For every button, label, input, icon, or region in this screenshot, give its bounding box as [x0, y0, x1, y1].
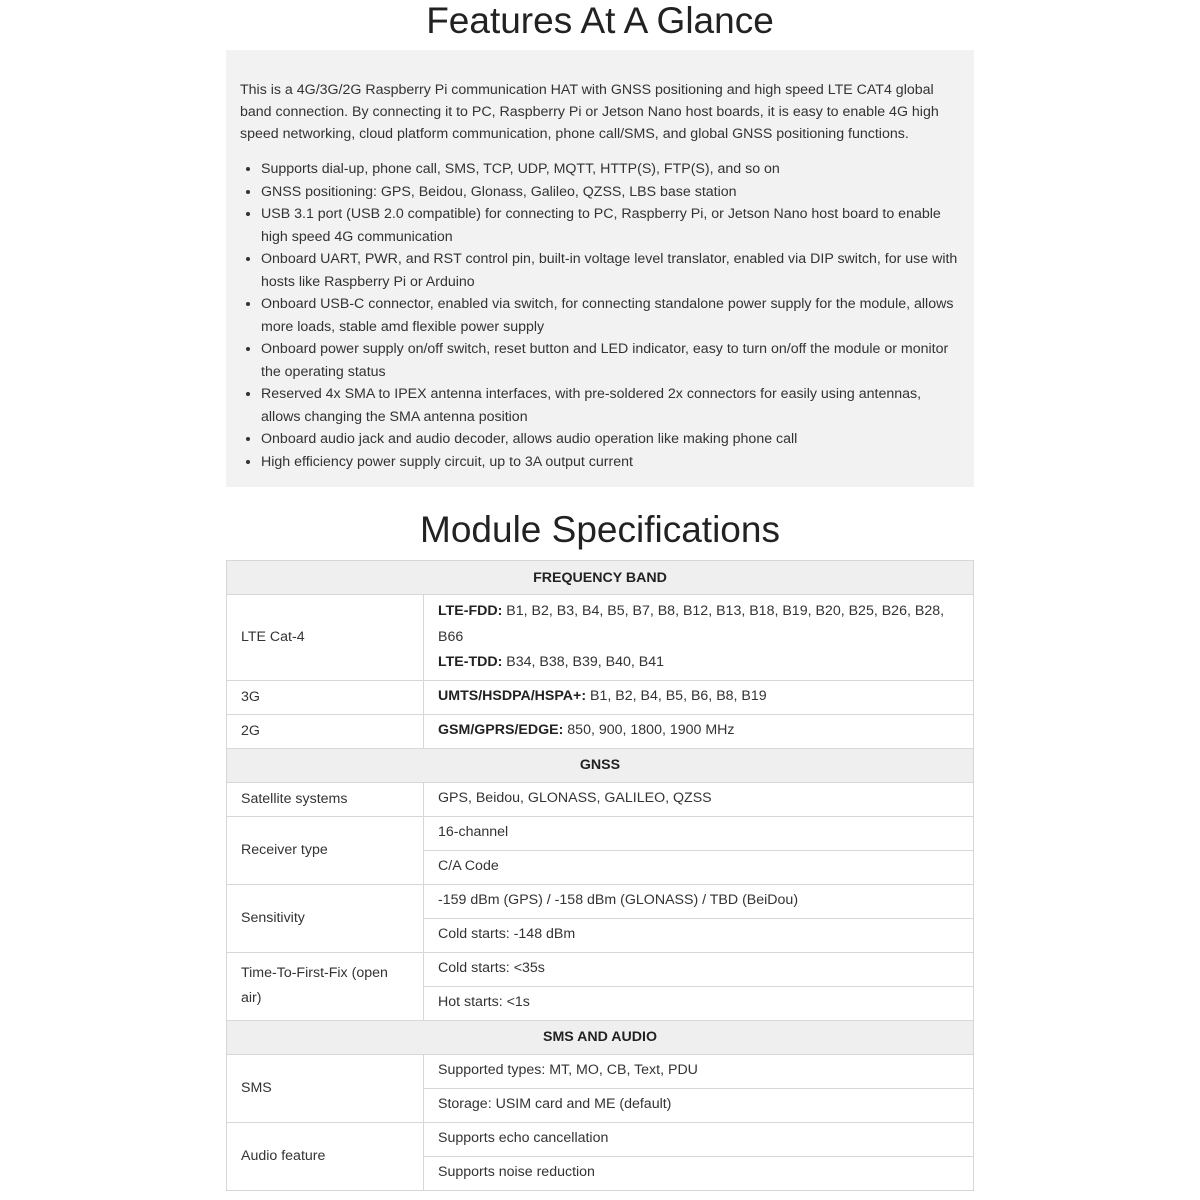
table-row	[227, 1054, 974, 1088]
row-value-ttff-1: Cold starts: <35s	[424, 952, 974, 986]
lte-fdd-key: LTE-FDD:	[438, 603, 503, 619]
section-header-sms-audio: SMS AND AUDIO	[227, 1020, 974, 1054]
specs-title: Module Specifications	[420, 509, 780, 550]
row-label-ttff: Time-To-First-Fix (open air)	[227, 952, 424, 1020]
row-label-2g: 2G	[227, 714, 424, 748]
row-value-sms-1: Supported types: MT, MO, CB, Text, PDU	[424, 1054, 974, 1088]
table-row	[227, 782, 974, 816]
3g-value: B1, B2, B4, B5, B6, B8, B19	[586, 688, 767, 705]
feature-item: • GNSS positioning: GPS, Beidou, Glonass, Galileo, QZSS, LBS base station	[261, 181, 958, 204]
features-list	[240, 158, 958, 473]
row-value-receiver-1: 16-channel	[424, 816, 974, 850]
feature-item: • Supports dial-up, phone call, SMS, TCP, UDP, MQTT, HTTP(S), FTP(S), and so on	[261, 158, 958, 181]
row-label-sensitivity: Sensitivity	[227, 884, 424, 952]
row-value-satellite: GPS, Beidou, GLONASS, GALILEO, QZSS	[424, 782, 974, 816]
row-value-sensitivity-2: Cold starts: -148 dBm	[424, 918, 974, 952]
feature-item: • Onboard power supply on/off switch, reset button and LED indicator, easy to turn on/off the module or monitor the operating status	[261, 338, 958, 383]
row-value-3g	[424, 680, 974, 714]
row-label-satellite: Satellite systems	[227, 782, 424, 816]
table-row	[227, 952, 974, 986]
section-header-frequency: FREQUENCY BAND	[227, 561, 974, 595]
table-row	[227, 816, 974, 850]
features-title: Features At A Glance	[426, 0, 774, 41]
row-label-3g: 3G	[227, 680, 424, 714]
feature-item: • Reserved 4x SMA to IPEX antenna interfaces, with pre-soldered 2x connectors for easily using antennas, allows changing the SMA antenna position	[261, 383, 958, 428]
3g-key: UMTS/HSDPA/HSPA+:	[438, 688, 587, 705]
row-value-sms-2: Storage: USIM card and ME (default)	[424, 1088, 974, 1122]
lte-tdd-value: B34, B38, B39, B40, B41	[502, 654, 665, 670]
specs-table	[226, 560, 974, 1191]
row-value-ttff-2: Hot starts: <1s	[424, 986, 974, 1020]
features-panel	[226, 50, 974, 487]
feature-item: • Onboard USB-C connector, enabled via switch, for connecting standalone power supply for the module, allows more loads, stable amd flexible power supply	[261, 293, 958, 338]
table-row	[227, 595, 974, 681]
section-header-gnss: GNSS	[227, 748, 974, 782]
section-header-row	[227, 1020, 974, 1054]
table-row	[227, 680, 974, 714]
table-row	[227, 884, 974, 918]
features-intro: This is a 4G/3G/2G Raspberry Pi communication HAT with GNSS positioning and high speed LTE CAT4 global band connection. By connecting it to PC, Raspberry Pi or Jetson Nano host boards, it is easy to enable 4G high speed networking, cloud platform communication, phone call/SMS, and global GNSS positioning functions.	[240, 82, 939, 142]
lte-fdd-value: B1, B2, B3, B4, B5, B7, B8, B12, B13, B18, B19, B20, B25, B26, B28, B66	[438, 603, 945, 645]
lte-fdd-line	[438, 599, 959, 650]
row-value-receiver-2: C/A Code	[424, 850, 974, 884]
2g-key: GSM/GPRS/EDGE:	[438, 722, 564, 739]
section-header-row	[227, 748, 974, 782]
feature-item: • High efficiency power supply circuit, up to 3A output current	[261, 451, 958, 474]
row-label-receiver: Receiver type	[227, 816, 424, 884]
row-value-audio-2: Supports noise reduction	[424, 1156, 974, 1190]
row-label-sms: SMS	[227, 1054, 424, 1122]
lte-tdd-key: LTE-TDD:	[438, 654, 503, 670]
feature-item: • Onboard audio jack and audio decoder, allows audio operation like making phone call	[261, 428, 958, 451]
feature-item: • Onboard UART, PWR, and RST control pin, built-in voltage level translator, enabled via DIP switch, for use with hosts like Raspberry Pi or Arduino	[261, 248, 958, 293]
lte-tdd-line	[438, 650, 959, 676]
row-label-audio: Audio feature	[227, 1122, 424, 1190]
row-value-audio-1: Supports echo cancellation	[424, 1122, 974, 1156]
row-value-lte	[424, 595, 974, 681]
row-value-2g	[424, 714, 974, 748]
feature-item: • USB 3.1 port (USB 2.0 compatible) for connecting to PC, Raspberry Pi, or Jetson Nano host board to enable high speed 4G communication	[261, 203, 958, 248]
table-row	[227, 1122, 974, 1156]
row-value-sensitivity-1: -159 dBm (GPS) / -158 dBm (GLONASS) / TBD (BeiDou)	[424, 884, 974, 918]
section-header-row	[227, 561, 974, 595]
row-label-lte: LTE Cat-4	[227, 595, 424, 681]
table-row	[227, 714, 974, 748]
2g-value: 850, 900, 1800, 1900 MHz	[563, 722, 735, 739]
